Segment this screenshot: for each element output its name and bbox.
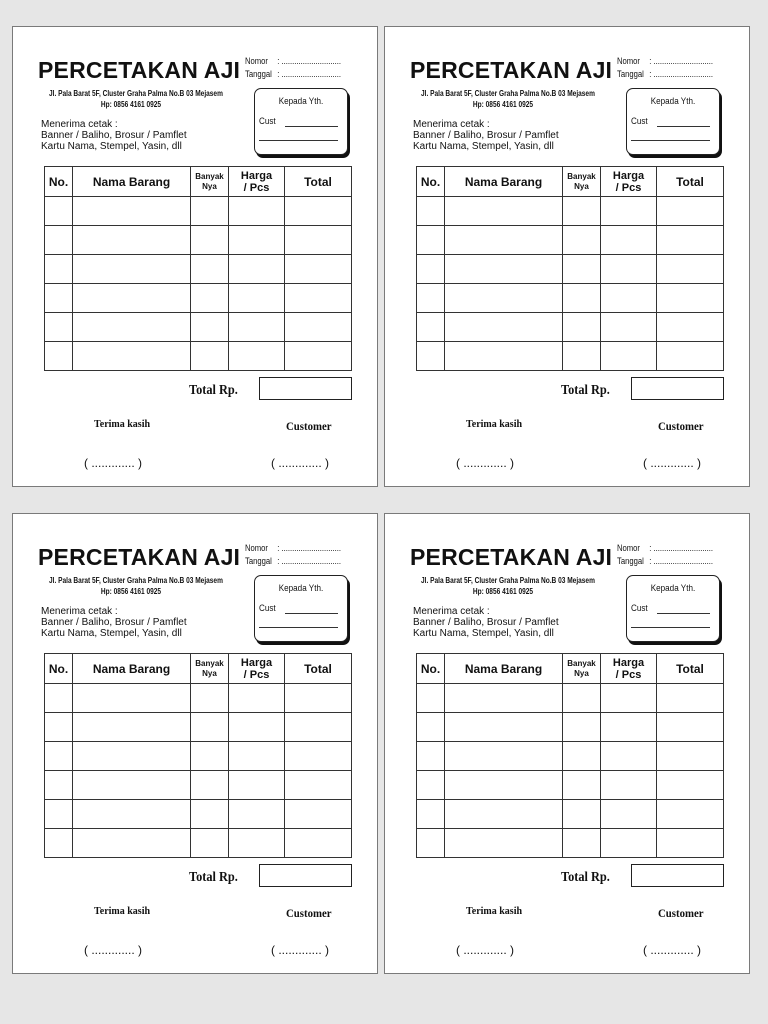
thanks-label: Terima kasih bbox=[466, 419, 523, 430]
services-line: Kartu Nama, Stempel, Yasin, dll bbox=[41, 628, 182, 639]
services-block bbox=[413, 119, 559, 152]
company-title: PERCETAKAN AJI bbox=[38, 544, 241, 570]
receipt-form bbox=[12, 26, 378, 487]
table-row[interactable] bbox=[45, 255, 352, 284]
company-address bbox=[421, 575, 595, 597]
col-header-no: No. bbox=[45, 654, 73, 684]
col-header-banyaknya: Banyak Nya bbox=[563, 167, 601, 197]
services-block bbox=[41, 119, 187, 152]
phone-line: Hp: 0856 4161 0925 bbox=[100, 100, 162, 109]
company-address bbox=[421, 88, 595, 110]
services-line: Kartu Nama, Stempel, Yasin, dll bbox=[41, 141, 182, 152]
services-line: Banner / Baliho, Brosur / Pamflet bbox=[41, 617, 187, 628]
seller-signature: ( ............. ) bbox=[84, 943, 143, 957]
tanggal-field[interactable]: : ............................ bbox=[649, 69, 714, 79]
seller-signature: ( ............. ) bbox=[84, 456, 143, 470]
table-row[interactable] bbox=[45, 313, 352, 342]
total-amount-field[interactable] bbox=[259, 377, 352, 400]
nomor-label: Nomor bbox=[617, 56, 640, 66]
services-line: Banner / Baliho, Brosur / Pamflet bbox=[41, 130, 187, 141]
table-row[interactable] bbox=[417, 800, 724, 829]
table-row[interactable] bbox=[45, 684, 352, 713]
table-header-row bbox=[417, 167, 724, 197]
col-header-nama-barang: Nama Barang bbox=[73, 167, 191, 197]
receipt-form bbox=[384, 26, 750, 487]
services-block bbox=[413, 606, 559, 639]
customer-label: Customer bbox=[286, 419, 332, 433]
table-header-row bbox=[45, 167, 352, 197]
col-header-total: Total bbox=[285, 654, 352, 684]
services-heading: Menerima cetak : bbox=[413, 606, 490, 617]
cust-name-field[interactable] bbox=[657, 126, 710, 127]
phone-line: Hp: 0856 4161 0925 bbox=[100, 587, 162, 596]
col-header-nama-barang: Nama Barang bbox=[445, 167, 563, 197]
address-line: Jl. Pala Barat 5F, Cluster Graha Palma No.B 03 Mejasem bbox=[49, 89, 223, 98]
items-table bbox=[44, 166, 352, 371]
col-header-harga: Harga / Pcs bbox=[601, 654, 657, 684]
recipient-box bbox=[254, 575, 348, 642]
nomor-field[interactable]: : ............................ bbox=[277, 56, 342, 66]
col-header-total: Total bbox=[657, 167, 724, 197]
tanggal-field[interactable]: : ............................ bbox=[277, 69, 342, 79]
table-row[interactable] bbox=[45, 713, 352, 742]
nomor-field[interactable]: : ............................ bbox=[649, 543, 714, 553]
tanggal-field[interactable]: : ............................ bbox=[277, 556, 342, 566]
tanggal-label: Tanggal bbox=[245, 69, 272, 79]
table-row[interactable] bbox=[45, 342, 352, 371]
services-line: Kartu Nama, Stempel, Yasin, dll bbox=[413, 141, 554, 152]
services-heading: Menerima cetak : bbox=[41, 606, 118, 617]
total-label: Total Rp. bbox=[189, 383, 238, 398]
col-header-banyaknya: Banyak Nya bbox=[563, 654, 601, 684]
kepada-label: Kepada Yth. bbox=[650, 96, 696, 106]
address-line: Jl. Pala Barat 5F, Cluster Graha Palma No.B 03 Mejasem bbox=[421, 576, 595, 585]
col-header-harga: Harga / Pcs bbox=[229, 167, 285, 197]
receipt-meta bbox=[617, 55, 713, 81]
cust-extra-field[interactable] bbox=[631, 140, 710, 141]
services-line: Banner / Baliho, Brosur / Pamflet bbox=[413, 130, 559, 141]
table-header-row bbox=[45, 654, 352, 684]
customer-signature: ( ............. ) bbox=[271, 943, 330, 957]
tanggal-label: Tanggal bbox=[617, 556, 644, 566]
col-header-no: No. bbox=[45, 167, 73, 197]
table-row[interactable] bbox=[45, 829, 352, 858]
col-header-nama-barang: Nama Barang bbox=[73, 654, 191, 684]
items-table bbox=[416, 653, 724, 858]
company-title: PERCETAKAN AJI bbox=[410, 544, 613, 570]
nomor-field[interactable]: : ............................ bbox=[649, 56, 714, 66]
customer-label: Customer bbox=[658, 419, 704, 433]
total-label: Total Rp. bbox=[561, 383, 610, 398]
receipt-meta bbox=[617, 542, 713, 568]
total-amount-field[interactable] bbox=[631, 377, 724, 400]
col-header-nama-barang: Nama Barang bbox=[445, 654, 563, 684]
customer-signature: ( ............. ) bbox=[643, 943, 702, 957]
phone-line: Hp: 0856 4161 0925 bbox=[472, 587, 534, 596]
phone-line: Hp: 0856 4161 0925 bbox=[472, 100, 534, 109]
address-line: Jl. Pala Barat 5F, Cluster Graha Palma No.B 03 Mejasem bbox=[49, 576, 223, 585]
table-row[interactable] bbox=[417, 713, 724, 742]
recipient-box bbox=[626, 88, 720, 155]
tanggal-label: Tanggal bbox=[245, 556, 272, 566]
thanks-label: Terima kasih bbox=[466, 906, 523, 917]
cust-name-field[interactable] bbox=[285, 126, 338, 127]
seller-signature: ( ............. ) bbox=[456, 943, 515, 957]
cust-extra-field[interactable] bbox=[259, 140, 338, 141]
table-row[interactable] bbox=[417, 771, 724, 800]
company-address bbox=[49, 88, 223, 110]
table-row[interactable] bbox=[417, 342, 724, 371]
col-header-harga: Harga / Pcs bbox=[229, 654, 285, 684]
recipient-box bbox=[254, 88, 348, 155]
services-line: Banner / Baliho, Brosur / Pamflet bbox=[413, 617, 559, 628]
total-amount-field[interactable] bbox=[259, 864, 352, 887]
receipt-form bbox=[384, 513, 750, 974]
cust-name-field[interactable] bbox=[285, 613, 338, 614]
items-table bbox=[44, 653, 352, 858]
col-header-total: Total bbox=[657, 654, 724, 684]
table-header-row bbox=[417, 654, 724, 684]
table-row[interactable] bbox=[45, 742, 352, 771]
col-header-harga: Harga / Pcs bbox=[601, 167, 657, 197]
nomor-label: Nomor bbox=[245, 56, 268, 66]
address-line: Jl. Pala Barat 5F, Cluster Graha Palma No.B 03 Mejasem bbox=[421, 89, 595, 98]
total-label: Total Rp. bbox=[561, 870, 610, 885]
table-row[interactable] bbox=[417, 742, 724, 771]
receipt-meta bbox=[245, 55, 341, 81]
customer-signature: ( ............. ) bbox=[643, 456, 702, 470]
table-row[interactable] bbox=[417, 313, 724, 342]
cust-label: Cust bbox=[259, 603, 276, 613]
table-row[interactable] bbox=[417, 255, 724, 284]
table-row[interactable] bbox=[417, 284, 724, 313]
table-row[interactable] bbox=[45, 800, 352, 829]
tanggal-field[interactable]: : ............................ bbox=[649, 556, 714, 566]
cust-label: Cust bbox=[259, 116, 276, 126]
nomor-label: Nomor bbox=[617, 543, 640, 553]
col-header-banyaknya: Banyak Nya bbox=[191, 167, 229, 197]
table-row[interactable] bbox=[45, 226, 352, 255]
company-address bbox=[49, 575, 223, 597]
receipt-meta bbox=[245, 542, 341, 568]
total-amount-field[interactable] bbox=[631, 864, 724, 887]
tanggal-label: Tanggal bbox=[617, 69, 644, 79]
seller-signature: ( ............. ) bbox=[456, 456, 515, 470]
kepada-label: Kepada Yth. bbox=[650, 583, 696, 593]
table-row[interactable] bbox=[417, 684, 724, 713]
kepada-label: Kepada Yth. bbox=[278, 96, 324, 106]
kepada-label: Kepada Yth. bbox=[278, 583, 324, 593]
nomor-field[interactable]: : ............................ bbox=[277, 543, 342, 553]
cust-extra-field[interactable] bbox=[259, 627, 338, 628]
col-header-banyaknya: Banyak Nya bbox=[191, 654, 229, 684]
services-heading: Menerima cetak : bbox=[41, 119, 118, 130]
cust-label: Cust bbox=[631, 603, 648, 613]
company-title: PERCETAKAN AJI bbox=[38, 57, 241, 83]
total-label: Total Rp. bbox=[189, 870, 238, 885]
table-row[interactable] bbox=[45, 771, 352, 800]
services-heading: Menerima cetak : bbox=[413, 119, 490, 130]
thanks-label: Terima kasih bbox=[94, 419, 151, 430]
receipt-form bbox=[12, 513, 378, 974]
col-header-no: No. bbox=[417, 167, 445, 197]
table-row[interactable] bbox=[417, 197, 724, 226]
col-header-no: No. bbox=[417, 654, 445, 684]
customer-label: Customer bbox=[658, 906, 704, 920]
services-line: Kartu Nama, Stempel, Yasin, dll bbox=[413, 628, 554, 639]
nomor-label: Nomor bbox=[245, 543, 268, 553]
items-table bbox=[416, 166, 724, 371]
col-header-total: Total bbox=[285, 167, 352, 197]
customer-signature: ( ............. ) bbox=[271, 456, 330, 470]
thanks-label: Terima kasih bbox=[94, 906, 151, 917]
table-row[interactable] bbox=[417, 829, 724, 858]
recipient-box bbox=[626, 575, 720, 642]
table-row[interactable] bbox=[45, 284, 352, 313]
cust-label: Cust bbox=[631, 116, 648, 126]
company-title: PERCETAKAN AJI bbox=[410, 57, 613, 83]
table-row[interactable] bbox=[45, 197, 352, 226]
table-row[interactable] bbox=[417, 226, 724, 255]
customer-label: Customer bbox=[286, 906, 332, 920]
cust-name-field[interactable] bbox=[657, 613, 710, 614]
services-block bbox=[41, 606, 187, 639]
cust-extra-field[interactable] bbox=[631, 627, 710, 628]
